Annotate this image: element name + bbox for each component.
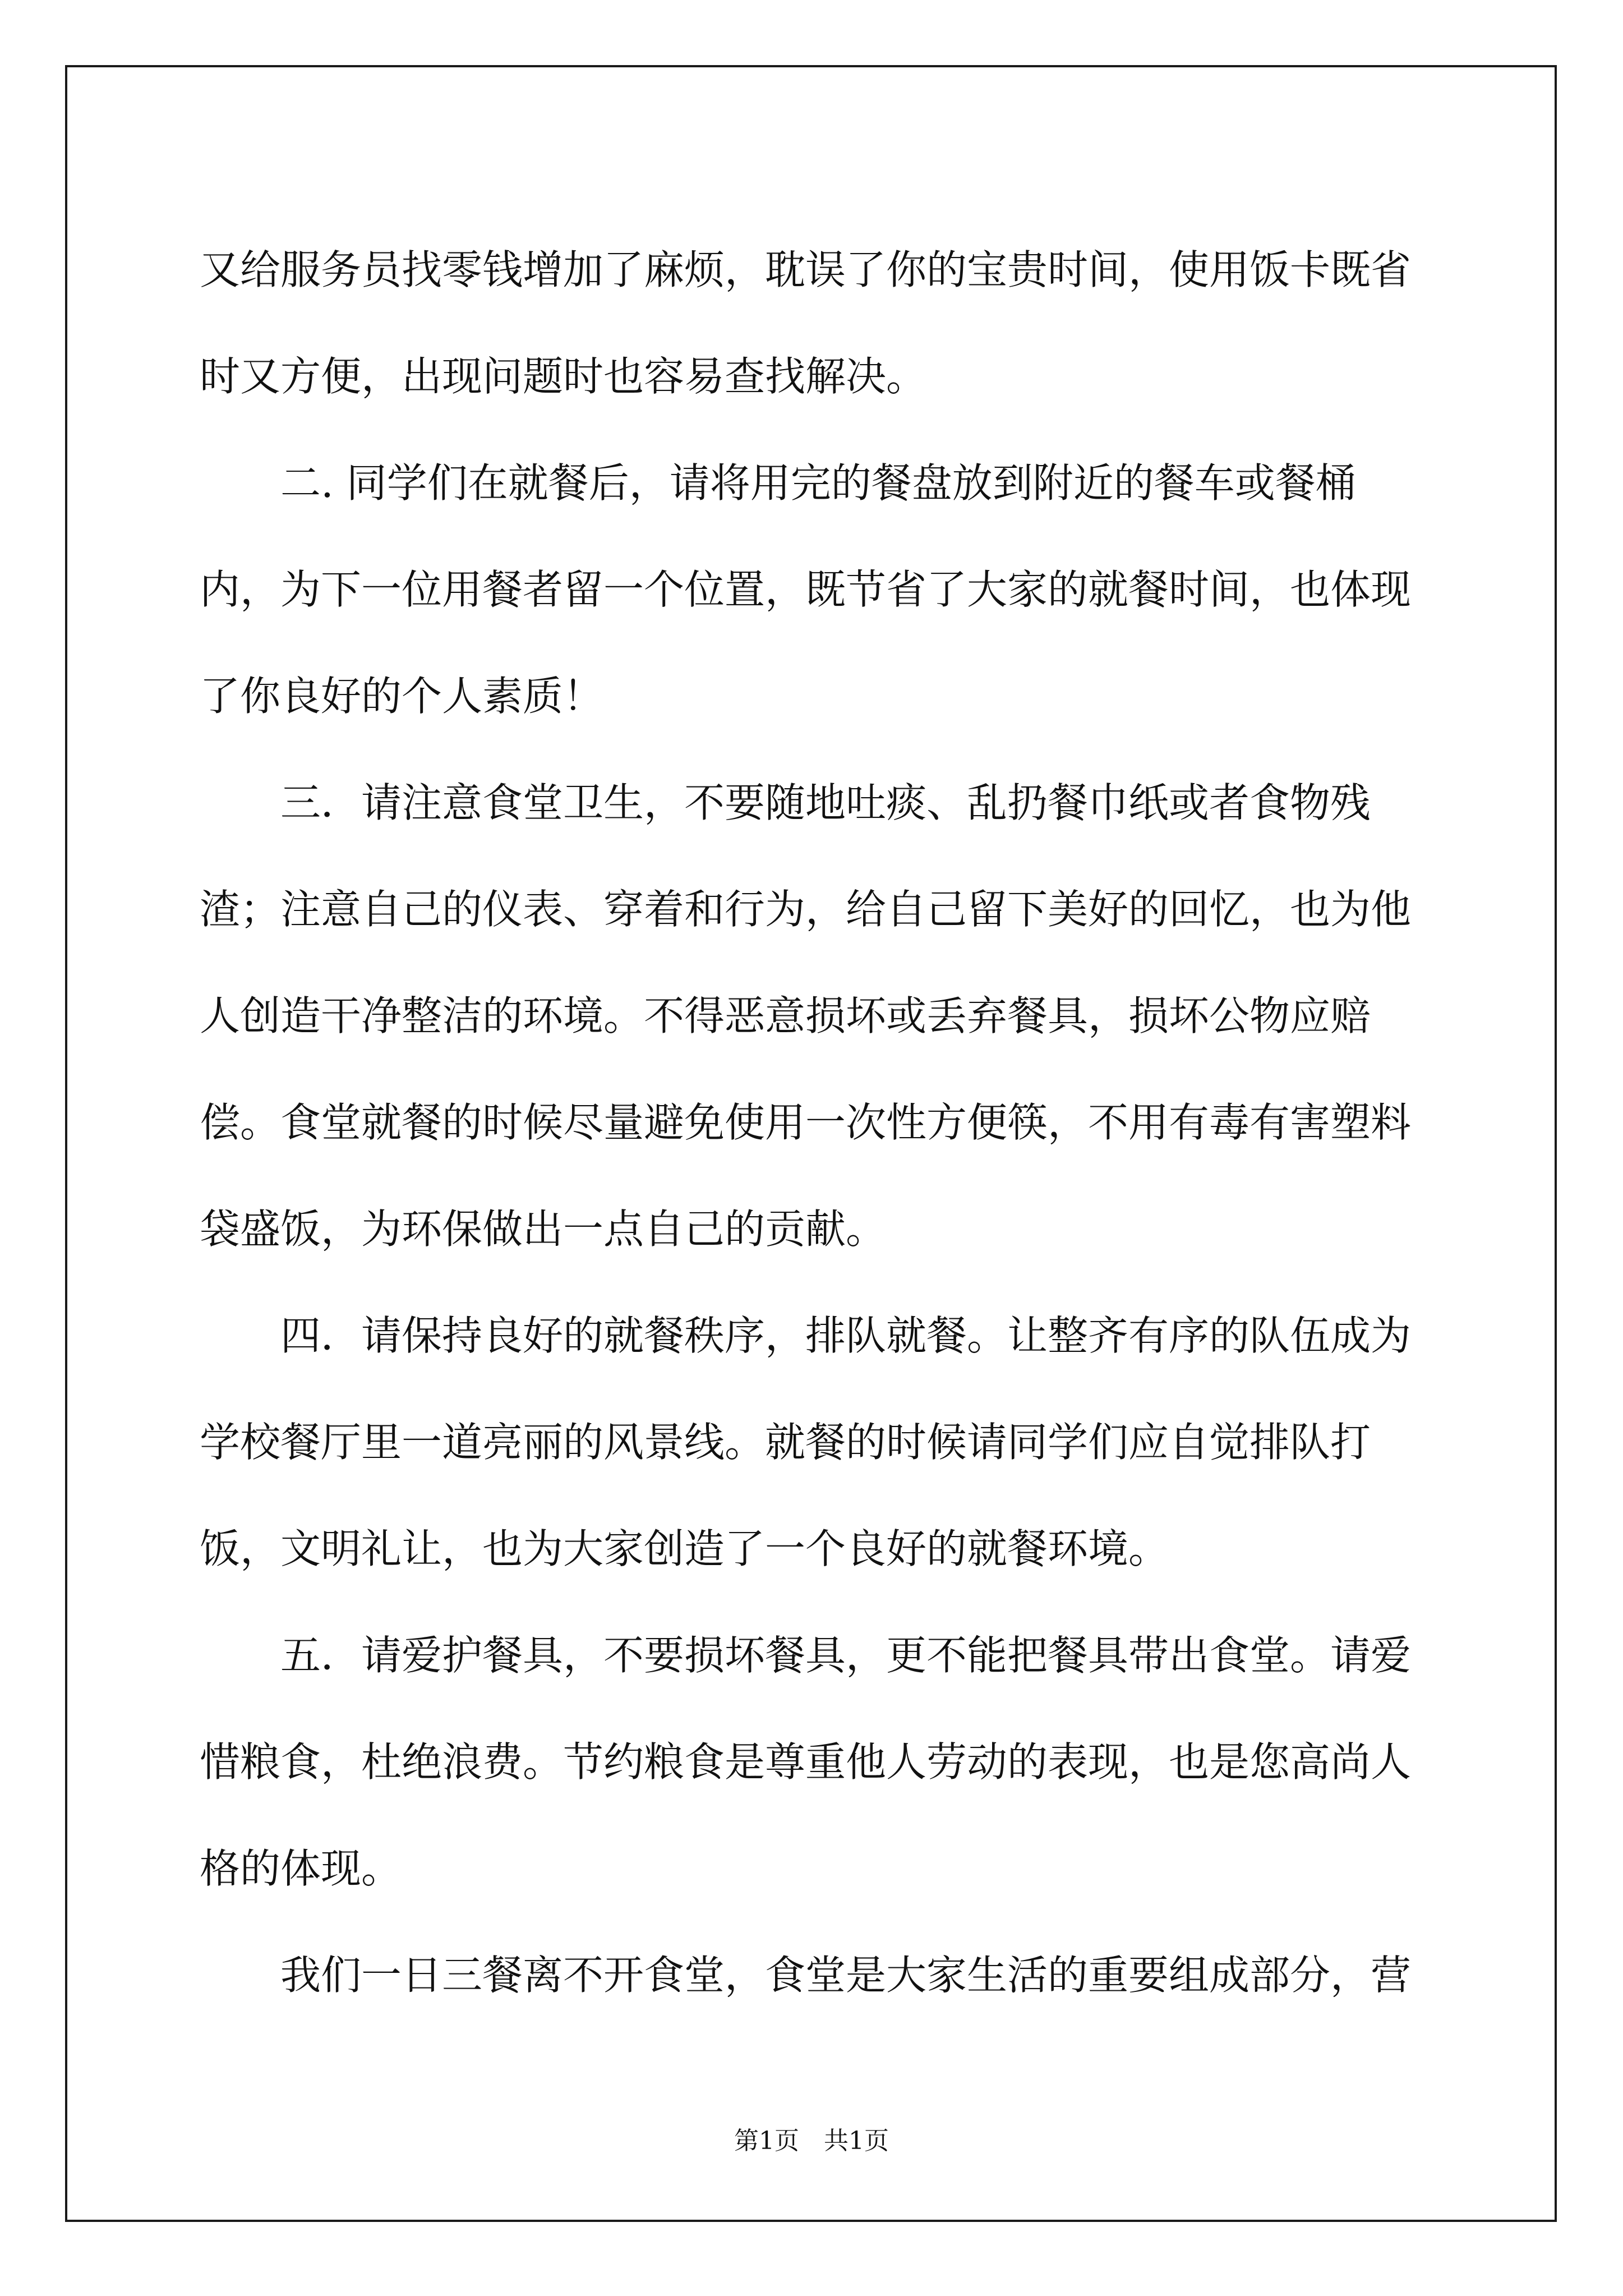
paragraph-4: 四．请保持良好的就餐秩序，排队就餐。让整齐有序的队伍成为学校餐厅里一道亮丽的风景线。就餐的时候请同学们应自觉排队打饭，文明礼让，也为大家创造了一个良好的就餐环境。 <box>200 1312 1412 1572</box>
document-body <box>200 217 1428 2028</box>
paragraph-3: 三．请注意食堂卫生，不要随地吐痰、乱扔餐巾纸或者食物残渣；注意自己的仪表、穿着和行为，给自己留下美好的回忆，也为他人创造干净整洁的环境。不得恶意损坏或丢弃餐具，损坏公物应赔偿。食堂就餐的时候尽量避免使用一次性方便筷，不用有毒有害塑料袋盛饭，为环保做出一点自己的贡献。 <box>200 779 1412 1253</box>
paragraph-1: 又给服务员找零钱增加了麻烦，耽误了你的宝贵时间，使用饭卡既省时又方便，出现问题时也容易查找解决。 <box>200 246 1412 400</box>
paragraph-6: 我们一日三餐离不开食堂，食堂是大家生活的重要组成部分，营 <box>200 1952 1412 1999</box>
page-footer: 第1页 共1页 <box>734 2127 889 2155</box>
paragraph-2: 二. 同学们在就餐后，请将用完的餐盘放到附近的餐车或餐桶内，为下一位用餐者留一个位置，既节省了大家的就餐时间，也体现了你良好的个人素质！ <box>200 459 1412 720</box>
paragraph-5: 五．请爱护餐具，不要损坏餐具，更不能把餐具带出食堂。请爱惜粮食，杜绝浪费。节约粮食是尊重他人劳动的表现，也是您高尚人格的体现。 <box>200 1632 1412 1892</box>
